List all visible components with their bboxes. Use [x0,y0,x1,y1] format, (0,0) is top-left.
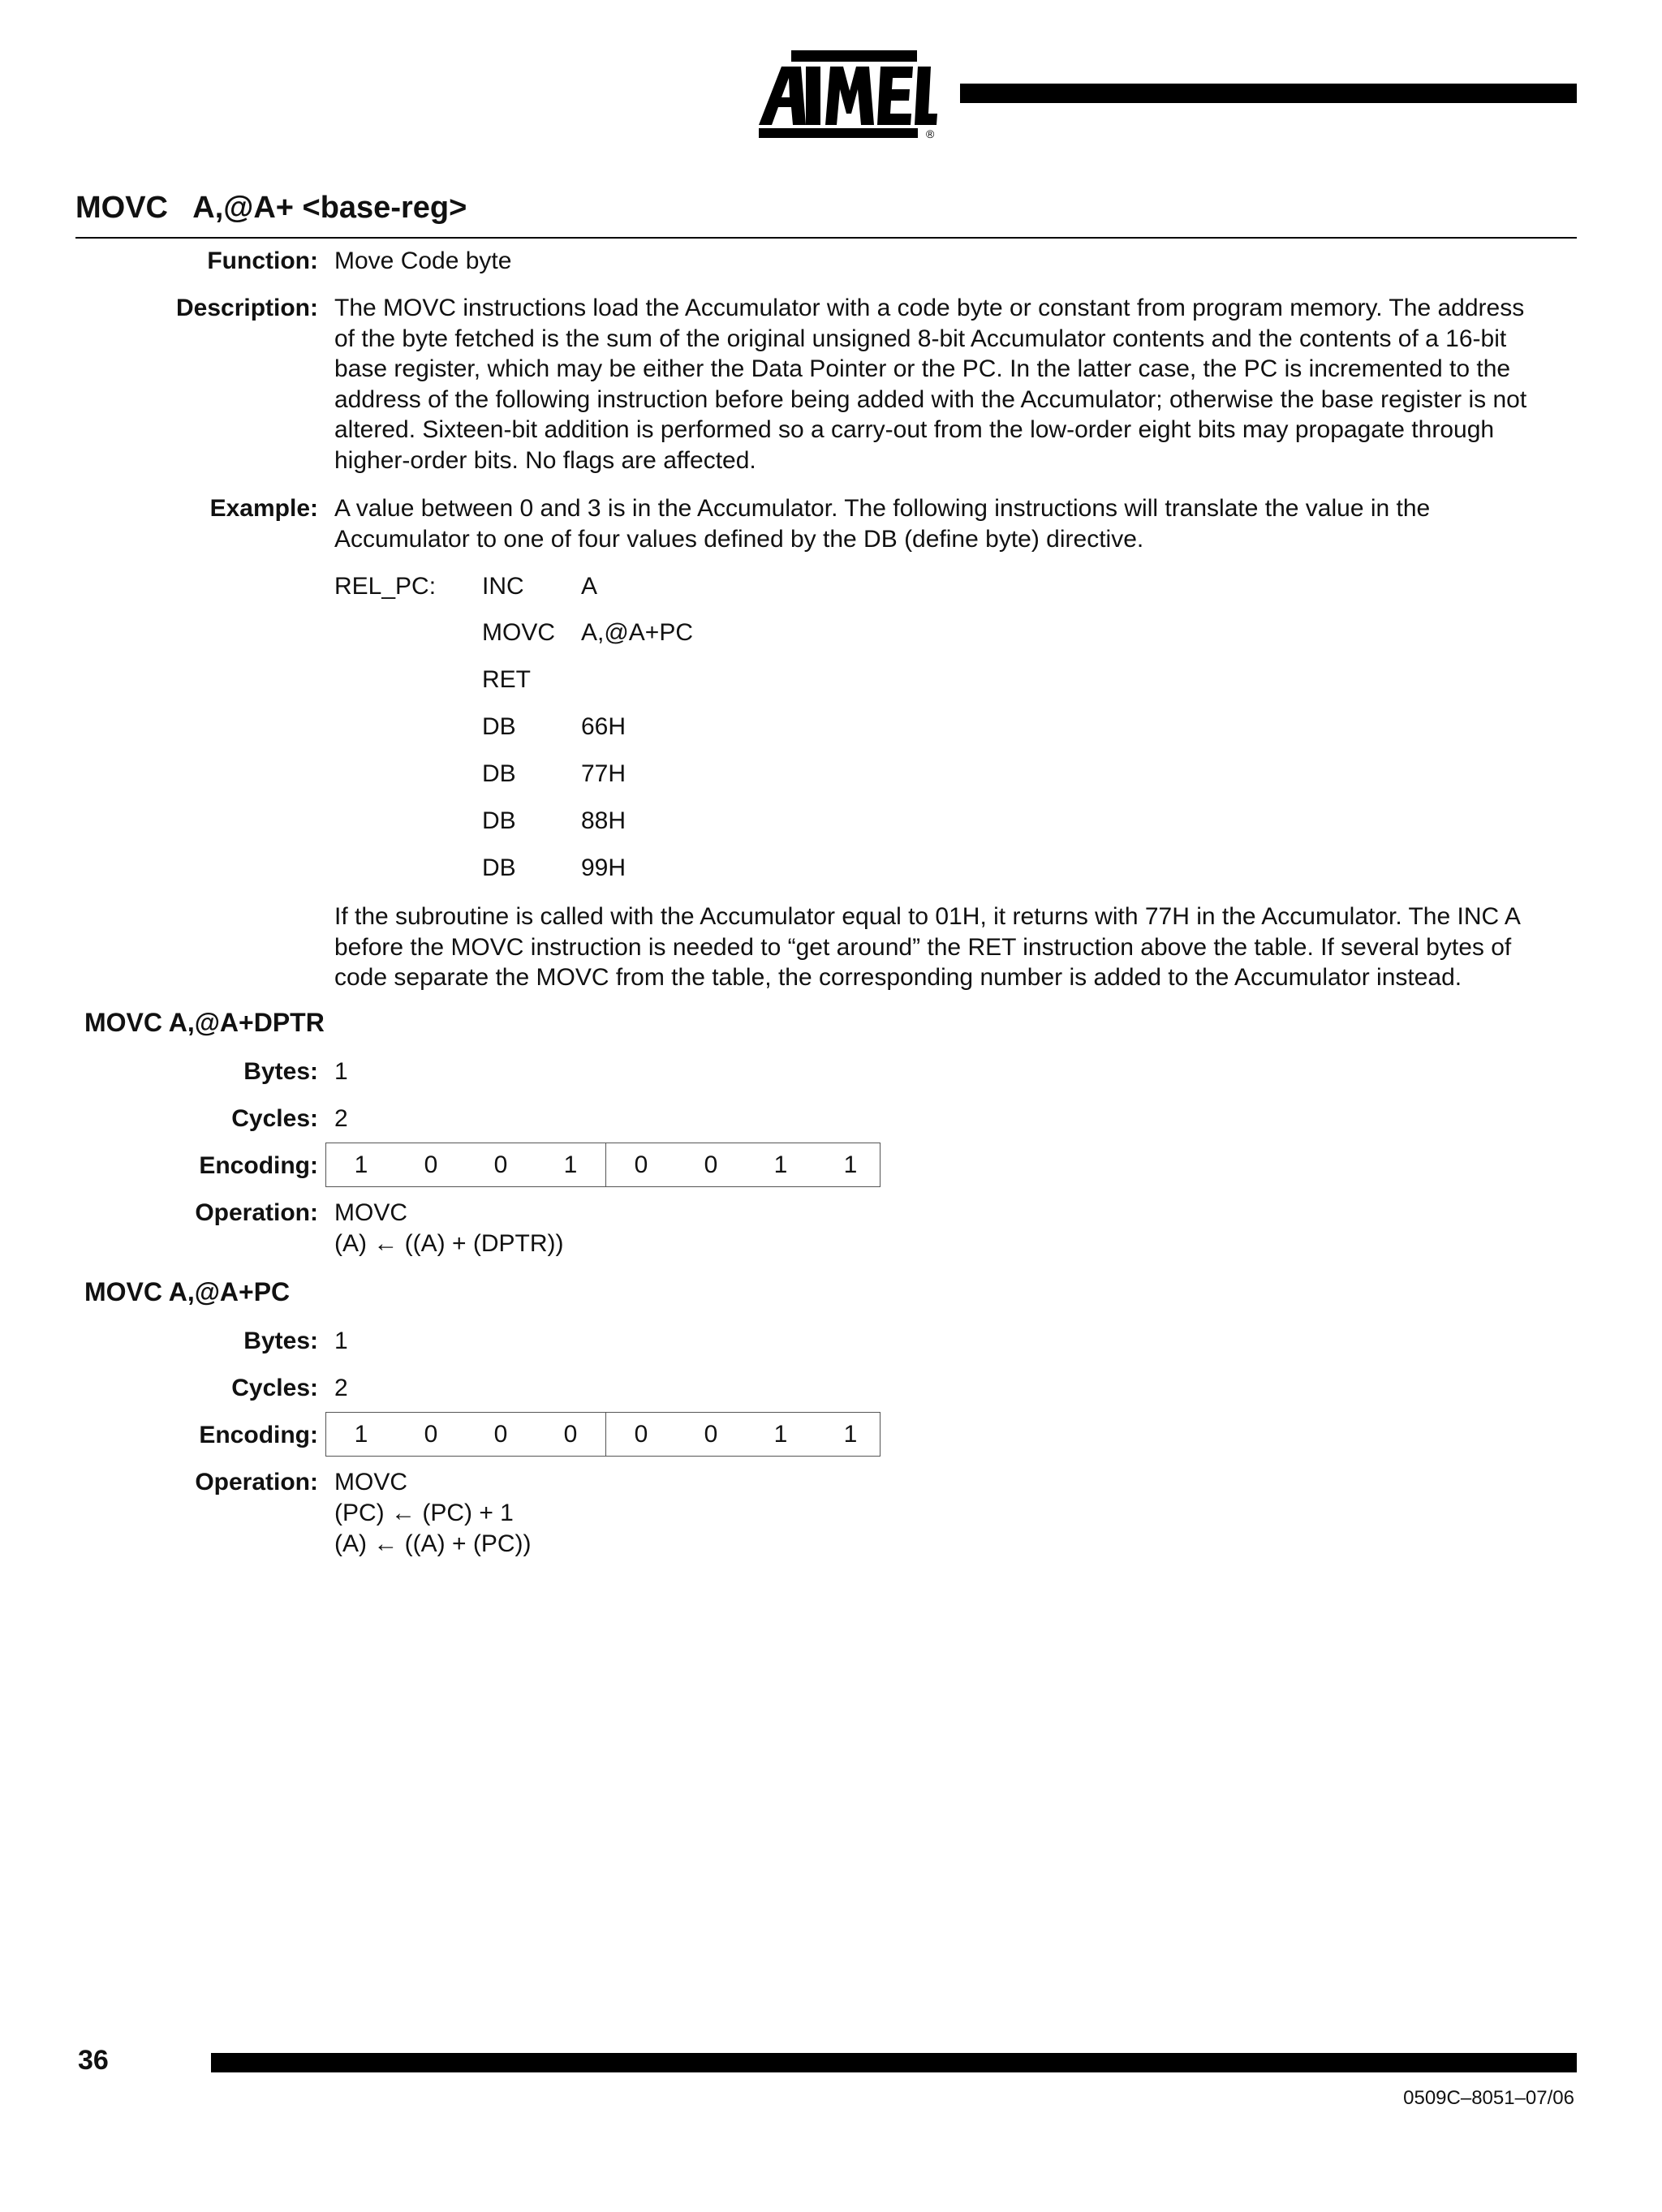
encoding-high-nibble [326,1413,605,1456]
operation-line: (A) ← ((A) + (DPTR)) [334,1230,564,1257]
code-op: DB [482,854,516,881]
cycles-label: Cycles: [231,1375,318,1401]
encoding-box [325,1143,881,1187]
encoding-bit: 0 [563,1420,578,1448]
operation-line: MOVC [334,1469,407,1495]
encoding-bit: 1 [354,1420,368,1448]
description-line: The MOVC instructions load the Accumulator with a code byte or constant from program memory. The address [334,295,1525,321]
code-op: DB [482,807,516,834]
encoding-bit: 0 [634,1420,648,1448]
cycles-value: 2 [334,1375,348,1401]
encoding-bit: 1 [843,1151,858,1178]
cycles-label: Cycles: [231,1105,318,1132]
example-outro-line: code separate the MOVC from the table, the corresponding number is added to the Accumulator instead. [334,964,1462,991]
cycles-value: 2 [334,1105,348,1132]
encoding-high-nibble [326,1143,605,1186]
encoding-bit: 0 [493,1420,508,1448]
description-line: higher-order bits. No flags are affected. [334,446,756,474]
operation-line: (A) ← ((A) + (PC)) [334,1530,532,1557]
encoding-low-nibble [605,1413,885,1456]
code-arg: 99H [581,854,626,881]
encoding-bit: 0 [424,1151,438,1178]
example-label: Example: [209,495,318,522]
header-bar [960,84,1577,103]
encoding-bit: 0 [493,1151,508,1178]
code-arg: 88H [581,807,626,834]
encoding-bit: 0 [634,1151,648,1178]
atmel-logo [759,50,937,140]
description-line: altered. Sixteen-bit addition is performed so a carry-out from the low-order eight bits may propagate through [334,416,1495,443]
title-rule [75,237,1577,239]
encoding-box [325,1412,881,1457]
code-op: MOVC [482,619,555,646]
bytes-value: 1 [334,1058,348,1085]
encoding-bit: 1 [563,1151,578,1178]
operation-line: MOVC [334,1199,407,1226]
example-intro-line: Accumulator to one of four values defined by the DB (define byte) directive. [334,525,1144,553]
description-line: base register, which may be either the Data Pointer or the PC. In the latter case, the PC is incremented to the [334,355,1511,382]
function-value: Move Code byte [334,247,512,274]
section-title-pc: MOVC A,@A+PC [84,1277,291,1306]
encoding-bit: 0 [424,1420,438,1448]
bytes-label: Bytes: [243,1058,318,1085]
code-arg: A,@A+PC [581,619,694,646]
function-label: Function: [207,247,318,274]
encoding-bit: 1 [354,1151,368,1178]
encoding-label: Encoding: [199,1152,318,1179]
code-op: RET [482,666,531,693]
code-arg: A [581,573,598,600]
description-label: Description: [175,295,318,321]
example-intro [334,493,1572,554]
code-arg: 66H [581,713,626,740]
example-outro-line: before the MOVC instruction is needed to “get around” the RET instruction above the table. If several bytes of [334,933,1512,961]
encoding-label: Encoding: [199,1422,318,1448]
example-outro [334,902,1572,993]
encoding-bit: 0 [704,1420,718,1448]
document-code: 0509C–8051–07/06 [1403,2087,1574,2109]
page-number: 36 [78,2045,109,2076]
bytes-value: 1 [334,1328,348,1354]
operation-line: (PC) ← (PC) + 1 [334,1500,514,1526]
page-title: MOVC A,@A+ <base-reg> [75,191,467,225]
operation-label: Operation: [195,1199,318,1226]
operation-label: Operation: [195,1469,318,1495]
code-op: INC [482,573,524,600]
encoding-low-nibble [605,1143,885,1186]
registered-mark: ® [926,127,935,140]
bytes-label: Bytes: [243,1328,318,1354]
code-op: DB [482,760,516,787]
code-arg: 77H [581,760,626,787]
code-label: REL_PC: [334,573,437,600]
encoding-bit: 1 [843,1420,858,1448]
encoding-bit: 1 [773,1151,788,1178]
code-op: DB [482,713,516,740]
footer-bar [211,2053,1577,2072]
section-title-dptr: MOVC A,@A+DPTR [84,1008,325,1037]
encoding-bit: 1 [773,1420,788,1448]
description-text [334,293,1572,476]
description-line: of the byte fetched is the sum of the original unsigned 8-bit Accumulator contents and the contents of a 16-bit [334,325,1507,352]
encoding-bit: 0 [704,1151,718,1178]
example-intro-line: A value between 0 and 3 is in the Accumulator. The following instructions will translate the value in the [334,495,1431,522]
description-line: address of the following instruction before being added with the Accumulator; otherwise the base register is not [334,385,1527,413]
example-outro-line: If the subroutine is called with the Accumulator equal to 01H, it returns with 77H in the Accumulator. The INC A [334,903,1521,930]
